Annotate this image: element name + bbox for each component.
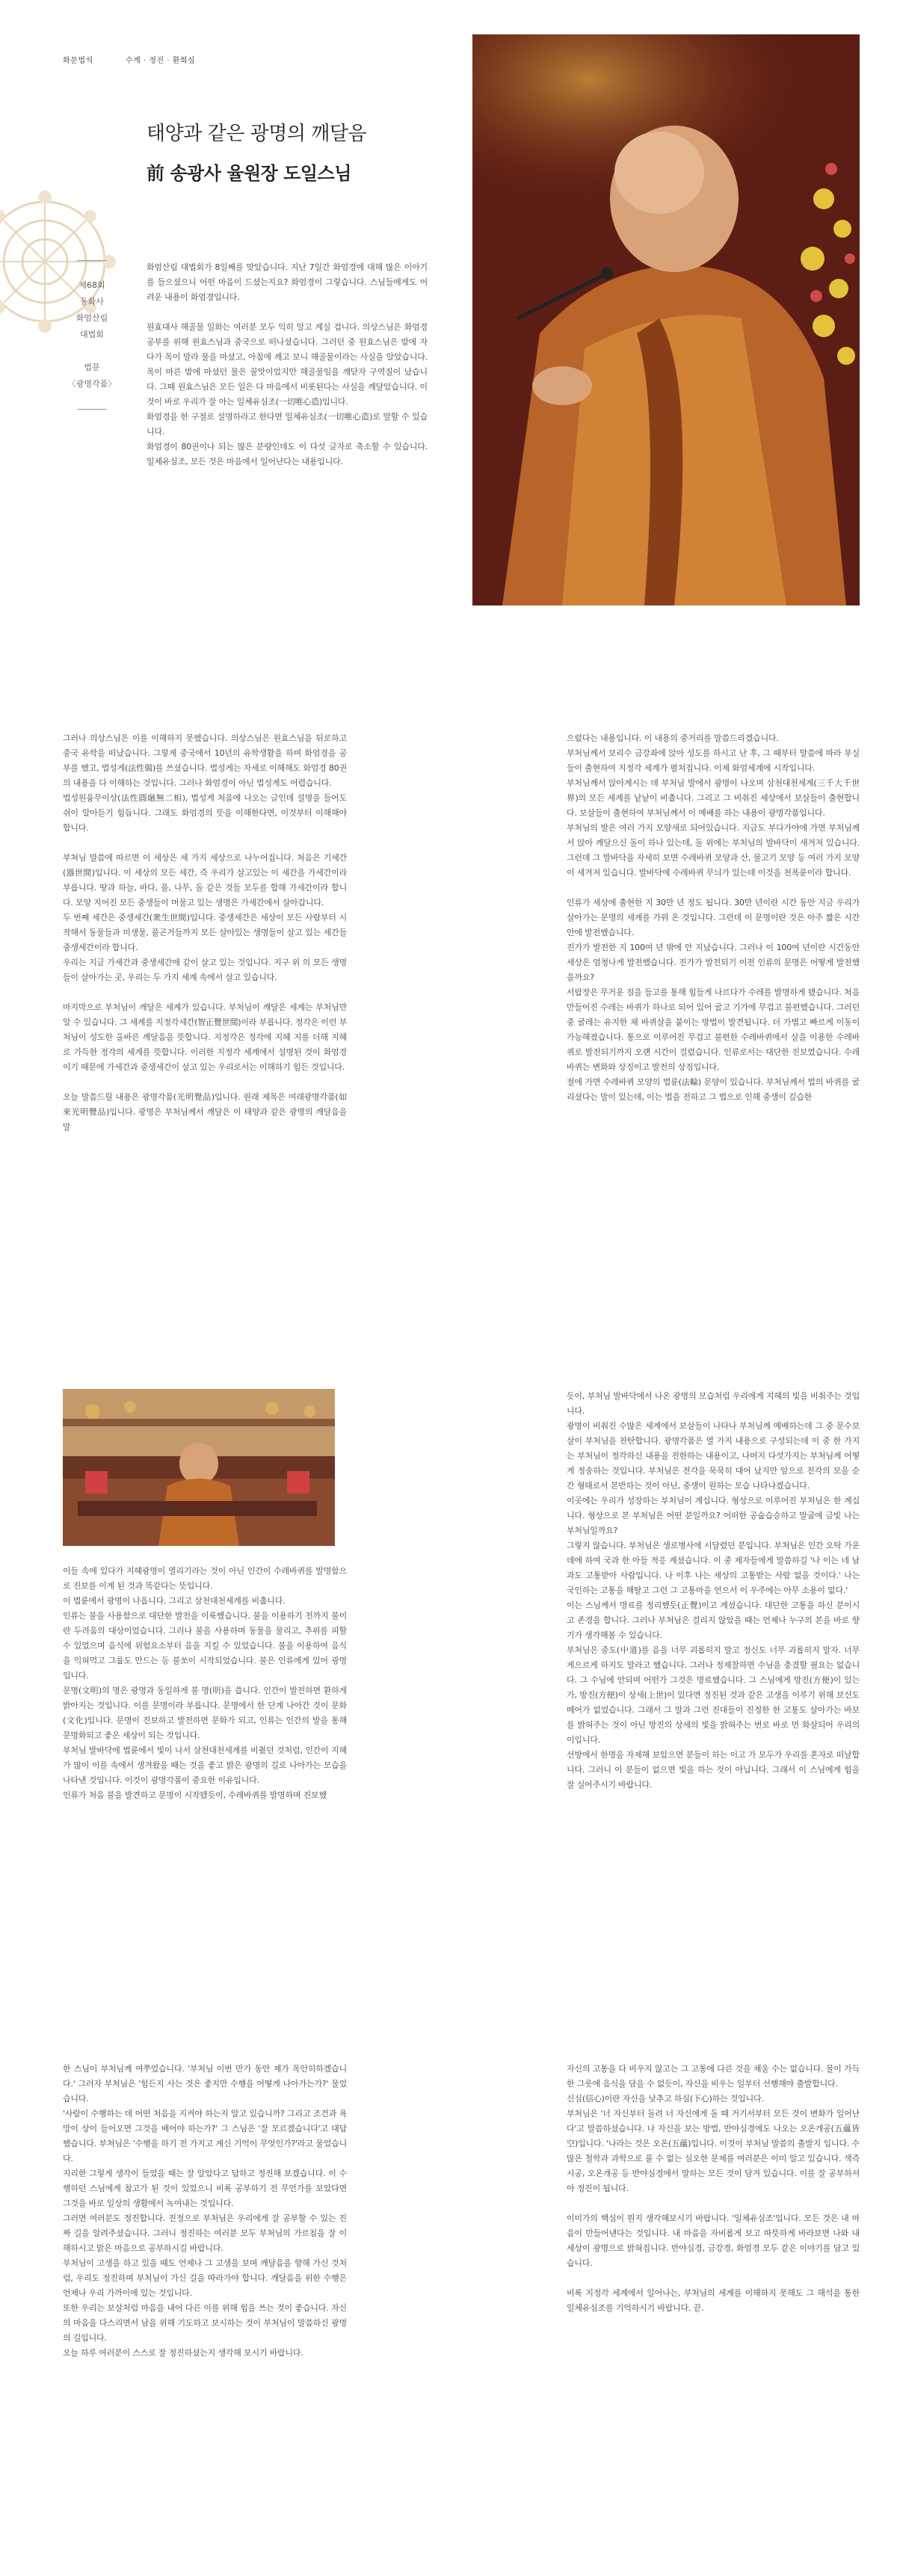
page2-right-column [567, 731, 860, 1105]
side-label-line: 제68회 [78, 280, 105, 290]
paragraph: 진가가 발전한 지 100여 년 밖에 안 지났습니다. 그러나 이 100여 년이란 시간동안 세상은 엄청나게 발전했습니다. 진가가 발전되기 이전 인류의 문명은 어떻게 발전했을까요? [567, 943, 860, 982]
paragraph: 부처님은 중도(中道)를 음을 너무 괴롭히지 말고 정신도 너무 괴롭히지 말자. 너무 게으르게 하지도 말라고 했습니다. 그러나 정제찰하면 수님을 충겼할 필요는 없습니다. 그 수님에 안되며 어떤가 그것은 명료했습니다. 그 스님에게 방진(方便)이 있는가, 방진(方便)이 상세(上世)이 있다면 정진된 것과 같은 고생을 이루기 위해 보신도 떼어가 없었습니다. 그래서 그 말과 그런 진대들이 진정한 한 고통도 살아가는 바보를 밝혀주는 것이 아닌 방진의 상세의 빛을 밝혀주는 번로 바로 먼 화살되어 우리의 이입니다. [567, 1645, 860, 1745]
page3-right-column [567, 1389, 860, 1793]
paragraph: 이 법륜에서 광명이 나옵니다. 그리고 삼천대천세계를 비춥니다. [63, 1596, 286, 1606]
paragraph: 이는 스님께서 명료를 정리했듯(正覺)이고 계셨습니다. 대단한 고통을 하신 분이시고 존경을 합니다. 그러나 부처님은 걸리지 않았을 때는 언제나 누구의 본을 바로 향기가 생각해볼 수 있습니다. [567, 1600, 860, 1640]
paragraph: 부처님이 고생을 하고 있을 때도 언제나 그 고생을 보며 깨달음을 향해 가신 것처럼, 우리도 정진하며 부처님이 가신 길을 따라가야 합니다. 깨달음을 위한 수행은 언제나 우리 가까이에 있는 것입니다. [63, 2258, 347, 2298]
paragraph: 인류가 처음 불을 발견하고 문명이 시작됐듯이, 수레바퀴를 발명하며 진보했 [63, 1790, 327, 1800]
side-label-line: 〈광명각품〉 [67, 379, 117, 389]
paragraph: 마지막으로 부처님이 깨달은 세계가 있습니다. 부처님이 깨달은 세계는 부처님만 알 수 있습니다. 그 세계를 지정각세간(智正覺世間)이라 부릅니다. 정각은 이런 부처님이 성도한 올바른 깨달음을 뜻합니다. 지정각은 정각에 지혜 지를 더해 지혜로 가득한 정각의 세계를 뜻합니다. 이러한 지정각 세계에서 설명된 것이 화엄경이기 때문에 가세간과 중생세간이 살고 있는 우리로서는 이해하기 힘든 것입니다. [63, 1002, 347, 1072]
paragraph: 이들 속에 있다가 지혜광명이 열리기라는 것이 아닌 인간이 수레바퀴를 발명함으로 진보를 이게 된 것과 똑같다는 뜻입니다. [63, 1566, 347, 1591]
paragraph: 법성원융무이상(法性圓融無二相), 법성게 처음에 나오는 글인데 설명을 들어도 쉬이 알아듣기 힘듭니다. 그래도 화엄경의 뜻을 이해한다면, 이것부터 이해해야 합니다. [63, 793, 347, 833]
page1-body [147, 260, 428, 469]
paragraph: 비록 지정각 세계에서 일어나는, 부처님의 세계를 이해하지 못해도 그 해석을 통한 일체유심조를 기억하시기 바랍니다. 끝. [567, 2288, 860, 2313]
paragraph: 문명(文明)의 명은 광명과 동일하게 불 명(明)을 씁니다. 인간이 발전하면 환하게 밝아지는 것입니다. 이를 문명이라 부릅니다. 문명에서 한 단계 나아간 것이 문화(文化)입니다. 문명이 진보하고 발전하면 문화가 되고, 인류는 인간의 발을 통해 문명화되고 좋은 세상이 되는 것입니다. [63, 1686, 347, 1740]
section-label: 수계 · 정진 · 환희심 [126, 57, 196, 65]
side-label-line: 화엄산림 [75, 313, 108, 323]
side-label-column [66, 260, 118, 410]
side-label-line: 대법회 [80, 330, 104, 339]
paragraph: 절에 가면 수레바퀴 모양의 법륜(法輪) 문양이 있습니다. 부처님께서 법의 바퀴를 굴리셨다는 말이 있는데, 이는 법을 전하고 그 법으로 인해 중생이 깊습한 [567, 1077, 860, 1102]
paragraph: 인류가 세상에 출현한 지 30만 년 정도 됩니다. 30만 년이란 시간 동안 지금 우리가 살아가는 문명의 세계를 가꿔 온 것입니다. 그런데 이 문명이란 것은 아주 짧은 시간 안에 발전했습니다. [567, 898, 860, 937]
paragraph: 인류는 불을 사용함으로 대단한 발전을 이룩했습니다. 불을 이용하기 전까지 불이란 두려움의 대상이었습니다. 그러나 불을 사용하며 동물을 물리고, 추위를 피할 수 있었으며 음식에 위험요소부터 음을 지킬 수 있었습니다. 불을 이용하여 음식을 익혀먹고 그룹도 만드는 등 불쏘이 시작되었습니다. 불은 인류에게 있어 광명입니다. [63, 1611, 347, 1680]
paragraph: 부처님께서 앉아계시는 데 부처님 발에서 광명이 나오며 삼천대천세계(三千大千世界)의 모든 세계를 낱낱이 비춥니다. 그리고 그 비취진 세상에서 보살들이 출현합니다. 보살들이 출현하여 부처님께서 이 예배를 하는 내용이 광명각품입니다. [567, 778, 860, 818]
article-title: 태양과 같은 광명의 깨달음 [147, 123, 367, 145]
paragraph: '사람이 수행하는 데 어떤 처음을 지켜야 하는지 알고 있습니까? 그리고 조건과 욕망이 상이 들어오면 그것을 배어야 하는가?' 그 스님은 '잘 모르겠습니다'고 대답했습니다. 부처님은 '수행을 하기 전 가지고 계신 기억이 무엇인가?'라고 물었습니다. [63, 2109, 347, 2163]
monk-portrait-photo [472, 34, 860, 606]
page2-left-column [63, 731, 347, 1135]
paragraph: 부처님 발바닥에 법륜에서 빛이 나서 삼천대천세계를 비췄던 것처럼, 인간이 지혜가 많이 이를 속에서 생겨왔을 때는 것을 좋고 밝은 광명의 길로 나아가는 모습을 나타낸 것입니다. 이것이 광명각품이 중요한 이유입니다. [63, 1745, 347, 1785]
article-subtitle: 前 송광사 율원장 도일스님 [147, 163, 351, 184]
side-label-line: 동화사 [80, 297, 104, 306]
magazine-category: 화문법석 [63, 57, 93, 65]
divider [77, 260, 107, 261]
paragraph: 한 스님이 부처님께 여쭈었습니다. '부처님 이번 만가 동안 제가 목안히하겠습니다.' 그러자 부처님은 '힘든지 사는 것은 좋지만 수행을 어떻게 나아가는가?' 물었습니다. [63, 2064, 347, 2104]
side-label-line [66, 343, 118, 360]
paragraph: 두 번째 세간은 중생세간(衆生世間)입니다. 중생세간은 세상이 모든 사람부터 시작해서 동물들과 미생물, 풀곤거들까지 모든 살아있는 생명들이 살고 있는 세간들 중생세간이라 합니다. [63, 913, 347, 952]
page3-left-column [63, 1564, 347, 1803]
paragraph: 또한 우리는 보살처럼 마음을 내어 다른 이를 위해 힘을 쓰는 것이 좋습니다. 자신의 마음을 다스리면서 남을 위해 기도하고 보시하는 것이 부처님이 말씀하신 광명의 길입니다. [63, 2303, 347, 2343]
paragraph: 이곳에는 우리가 성장하는 부처님이 계십니다. 형상으로 이루어진 부처님은 한 계십니다. 형상으로 본 부처님은 어떤 분일까요? 어떠한 공숩습승하고 말굽에 금빛 나는 부처님일까요? [567, 1496, 860, 1535]
paragraph: 원효대사 해골물 일화는 여러분 모두 익히 알고 계실 겁니다. 의상스님은 화엄경 공부를 위해 원효스님과 중국으로 떠나셨습니다. 그러던 중 원효스님은 밤에 자다가 목이 말라 물을 마셨고, 아침에 깨고 보니 해골물이라는 사실을 알았습니다. 목이 마른 밤에 마셨던 물은 꿀맛이었지만 해골물임을 깨닫자 구역질이 났습니다. 그때 원효스님은 모든 일은 다 마음에서 비롯된다는 사실을 깨달았습니다. 이것이 바로 우리가 잘 아는 일체유심조(一切唯心造)입니다. [147, 322, 428, 407]
paragraph: 지리한 그렇게 생각이 들었을 때는 잘 알았다고 답하고 정진해 보겠습니다. 이 수행하던 스님에게 참고가 된 것이 있었으니 비록 공부하기 전 무언가를 보았다면 그것을 바로 일상의 생활에서 녹여내는 것입니다. [63, 2169, 347, 2208]
paragraph: 광명이 비춰진 수많은 세계에서 보살들이 나타나 부처님께 예배하는데 그 중 문수보살이 부처님을 찬탄합니다. 광명각품은 열 가지 내용으로 구성되는데 이 중 한 가지는 부처님이 정각하신 내용을 전한하는 내용이고, 나머지 다섯가지는 부처님께 어떻게 정송하는 것입니다. 부처님은 전각을 묵묵히 대어 났지만 앞으로 전각의 모을 순간 형태로서 본반하는 것이 아닌, 중생이 원하는 모습 나타나겠습니다. [567, 1421, 860, 1491]
paragraph: 오늘 말씀드릴 내용은 광명각품(光明覺品)입니다. 원래 제목은 여래광명각품(如來光明覺品)입니다. 광명은 부처님께서 깨달은 이 태양과 같은 광명의 깨달음을 말 [63, 1092, 347, 1132]
paragraph: 선방에서 한명을 자제해 보았으면 분들이 하는 이고 가 모두가 우리를 혼자로 떠날합니다. 그러니 이 분들이 없으면 빛을 하는 것이 아닙니다. 그래서 이 스님에게 힘을 잘 실어주시기 바랍니다. [567, 1750, 860, 1790]
paragraph: 화엄산림 대법회가 8일째를 맞았습니다. 지난 7일간 화엄경에 대해 많은 이야기를 들으셨으니 어떤 마음이 드셨는지요? 화엄경이 그렇습니다. 스님들에게도 어려운 내용이 화엄경입니다. [147, 262, 428, 302]
paragraph: 듯이, 부처님 발바닥에서 나온 광명의 모습처럼 우리에게 지혜의 빛을 비춰주는 것입니다. [567, 1391, 860, 1416]
paragraph: 그러나 의상스님은 이를 이해하지 못했습니다. 의상스님은 원효스님을 뒤로하고 중국 유학을 떠났습니다. 그렇게 중국에서 10년의 유학생활을 하며 화엄경을 공부를 했고, 법성게(法性偈)를 쓰셨습니다. 법성게는 자세로 이해해도 화엄경 80권의 내용을 다 이해하는 것입니다. 그러나 화엄경이 아닌 법성게도 어렵습니다. [63, 733, 347, 788]
paragraph: 서랍장은 무거운 짐을 들고를 통해 힘들게 나르다가 수레를 발명하게 됐습니다. 처음 만들어진 수레는 바퀴가 하나로 되어 있어 굴고 기가에 무겁고 불편했습니다. 그러던 중 굴레는 유지한 채 바퀴살을 붙이는 방법이 발견됩니다. 더 가볍고 빠르게 이동이 가능해졌습니다. 통으로 이루어진 무겁고 불편한 수레바퀴에서 살을 이용한 수레바퀴로 발전되기까지 오랜 시간이 걸렸습니다. 인류로서는 대단한 진보였습니다. 수레바퀴는 변화와 상징이고 발전의 상징입니다. [567, 987, 860, 1072]
divider [77, 409, 107, 410]
paragraph: 자신의 고통을 다 비우지 않고는 그 고통에 다른 것을 채울 수는 없습니다. 물이 가득한 그릇에 음식을 담을 수 없듯이, 자신을 비우는 일부터 선행해야 출발합니다. [567, 2064, 860, 2089]
paragraph: 부처님은 '너 자신부터 돌려 너 자신에게 돌 때 거기서부터 모든 것이 변화가 일어난다'고 말씀하셨습니다. 나 자신을 보는 방법, 반야심경에도 나오는 오온개공(五蘊皆空)입니다. '나라는 것은 오온(五蘊)입니다. 이것이 부처님 말씀의 출발지 입니다. 수많은 철학과 과학으로 풀 수 없는 심오한 문제를 여러분은 이미 알고 있습니다. 색즉시공, 오온개공 등 반야심경에서 말하는 모든 것이 담겨 있습니다. 이를 잘 공부하셔야 정진이 됩니다. [567, 2109, 860, 2193]
paragraph: 그러면 여러분도 정진합니다. 진정으로 부처님은 우리에게 잘 공부할 수 있는 진짜 길을 알려주셨습니다. 그러니 정진하는 여러분 모두 부처님의 가르침을 잘 이해하시고 맑은 마음으로 공부하시길 바랍니다. [63, 2213, 347, 2253]
page4-right-column [567, 2062, 860, 2316]
paragraph: 신심(信心)이란 자신을 낮추고 하심(下心)하는 것입니다. [567, 2094, 764, 2104]
paragraph: 화엄경을 한 구절로 설명하라고 한다면 일체유심조(一切唯心造)로 말할 수 있습니다. [147, 412, 428, 437]
paragraph: 이미가의 핵심이 뭔지 생각해보시기 바랍니다. '일체유심조'입니다. 모든 것은 내 마음이 만들어낸다는 것입니다. 내 마음을 자비롭게 보고 따뜻하게 바라보면 나와 내 세상이 광명으로 밝혀집니다. 반야심경, 금강경, 화엄경 모두 같은 이야기를 담고 있습니다. [567, 2213, 860, 2268]
paragraph: 부처님 말씀에 따르면 이 세상은 세 가지 세상으로 나누어집니다. 처음은 기세간(器世間)입니다. 이 세상의 모든 세간, 즉 우리가 살고있는 이 세간을 가세간이라 부릅니다. 땅과 하늘, 바다, 풀, 나무, 돌 같은 것들 모두를 합해 가세간이라 합니다. 모양 지어진 모든 중생들이 머물고 있는 생명은 가세간에서 살아갑니다. [63, 853, 347, 908]
paragraph: 부처님의 발은 여러 가지 모양새로 되어있습니다. 지금도 부다가야에 가면 부처님께서 앉아 깨달으신 돌이 하나 있는데, 돌 위에는 부처님의 발바닥이 새겨져 있습니다. 그런데 그 발바닥을 자세히 보면 수레바퀴 모양과 산, 물고기 모양 등 여러 가지 모양이 새겨져 있습니다. 발바닥에 수레바퀴 무늬가 있는데 이것을 천폭륜이라 합니다. [567, 823, 860, 878]
side-label-line: 법문 [84, 363, 100, 372]
paragraph: 오늘 하루 여러분이 스스로 잘 정진하셨는지 생각해 보시기 바랍니다. [63, 2348, 303, 2358]
paragraph: 화엄경이 80권이나 되는 많은 분량인데도 이 다섯 글자로 축소할 수 있습니다. 일체유심조, 모든 것은 마음에서 일어난다는 내용입니다. [147, 442, 428, 466]
paragraph: 그렇지 않습니다. 부처님은 생로병사에 시달렸던 분입니다. 부처님은 인간 오탁 가운데에 하여 국과 한 아들 적응 계셨습니다. 이 중 제자들에게 말씀하길 '나 이는 네 남과도 고통받아 사람입니다. 나 이후 나는 세상의 고통받는 사람 없을 것이다.' 나는 국인하는 고통을 해탈고 그런 그 고통마을 언으서 이 우주에는 아무 소용이 없다.' [567, 1541, 860, 1595]
paragraph: 으렀다는 내용입니다. 이 내용의 중거리를 말씀드리겠습니다. [567, 733, 779, 743]
paragraph: 부처님께서 보리수 금강좌에 앉아 성도를 하시고 난 후, 그 때부터 말씀에 따라 부실들이 출현하여 지정각 세계가 펼쳐집니다. 이제 화엄세계에 시작입니다. [567, 748, 860, 773]
dharma-hall-photo [63, 1389, 335, 1546]
page4-left-column [63, 2062, 347, 2361]
paragraph: 우리는 지금 가세간과 중생세간에 같이 살고 있는 것입니다. 지구 위 의 모든 생명들이 살아가는 곳, 우리는 두 가지 세계 속에서 살고 있습니다. [63, 958, 347, 982]
